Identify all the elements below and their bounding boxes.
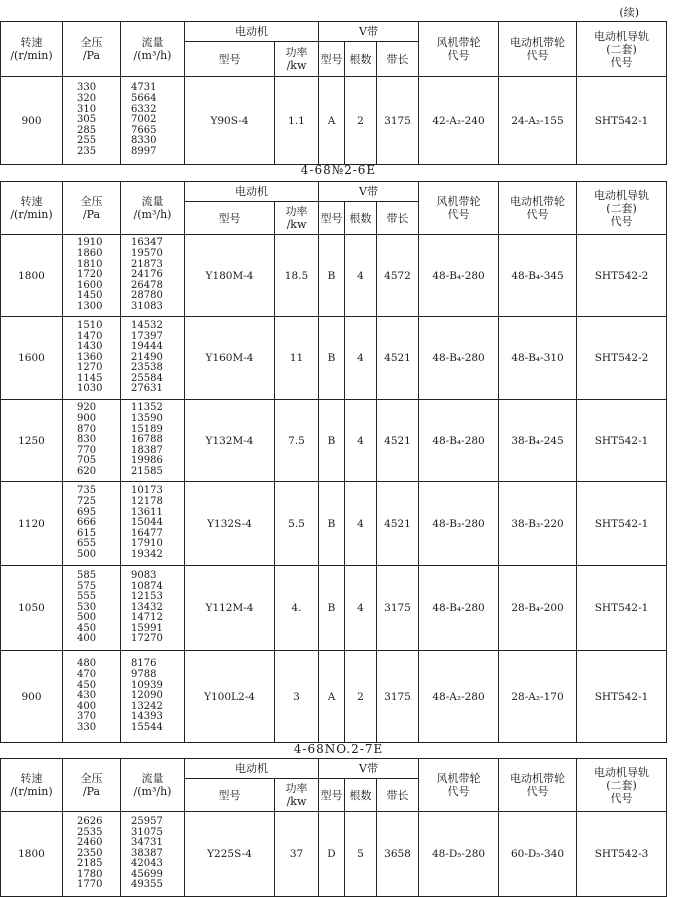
header-line: /(r/min)	[10, 785, 53, 798]
table-caption: 4-68№2-6E	[300, 163, 377, 177]
header-power	[275, 42, 319, 77]
header-line: 代号	[526, 785, 549, 798]
rail-cell: SHT542-3	[577, 812, 667, 897]
header-line: 电动机导轨	[594, 765, 650, 779]
speed-cell: 1800	[1, 812, 63, 897]
header-line: 功率	[285, 782, 308, 795]
header-fan-pulley	[419, 759, 499, 812]
motor-pulley-cell: 60-D₅-340	[499, 812, 577, 897]
header-line: /(m³/h)	[133, 785, 172, 798]
motor-pulley-cell: 48-B₄-310	[499, 317, 577, 400]
header-belt-model: 型号	[319, 202, 345, 235]
header-speed	[1, 22, 63, 77]
motor-pulley-cell: 24-A₂-155	[499, 77, 577, 165]
flow-cell: 16347 19570 21873 24176 26478 28780 31083	[121, 235, 185, 317]
header-line: 功率	[285, 205, 308, 218]
header-line: 流量	[141, 36, 164, 49]
spec-table	[0, 21, 667, 165]
header-motor: 电动机	[185, 22, 319, 42]
header-vbelt: V带	[319, 182, 419, 202]
table-row	[1, 400, 667, 482]
flow-cell: 11352 13590 15189 16788 18387 19986 21585	[121, 400, 185, 482]
header-line: 电动机带轮	[510, 195, 566, 208]
speed-cell: 900	[1, 77, 63, 165]
header-line: /kw	[286, 218, 307, 231]
header-belt-model: 型号	[319, 779, 345, 812]
flow-cell: 10173 12178 13611 15044 16477 17910 19342	[121, 482, 185, 566]
header-belt-count: 根数	[345, 42, 377, 77]
spec-table	[0, 758, 667, 897]
header-rail	[577, 22, 667, 77]
power-cell: 18.5	[275, 235, 319, 317]
motor-model-cell: Y90S-4	[185, 77, 275, 165]
belt-count-cell: 4	[345, 317, 377, 400]
header-belt-count: 根数	[345, 779, 377, 812]
header-line: 转速	[20, 772, 43, 785]
header-line: 电动机带轮	[510, 772, 566, 785]
header-motor-model: 型号	[185, 779, 275, 812]
motor-pulley-cell: 48-B₄-345	[499, 235, 577, 317]
header-belt-length: 带长	[377, 202, 419, 235]
header-line: 代号	[447, 49, 470, 62]
header-line: 电动机带轮	[510, 36, 566, 49]
fan-pulley-cell: 48-A₂-280	[419, 651, 499, 743]
belt-length-cell: 4521	[377, 317, 419, 400]
header-line: /(m³/h)	[133, 208, 172, 221]
belt-count-cell: 2	[345, 77, 377, 165]
belt-length-cell: 4521	[377, 482, 419, 566]
header-motor: 电动机	[185, 182, 319, 202]
header-line: (二套)	[606, 42, 637, 56]
motor-pulley-cell: 38-B₃-220	[499, 482, 577, 566]
header-line: 代号	[610, 791, 633, 805]
belt-length-cell: 4572	[377, 235, 419, 317]
belt-count-cell: 4	[345, 482, 377, 566]
fan-pulley-cell: 48-B₄-280	[419, 566, 499, 651]
header-line: 代号	[610, 55, 633, 69]
fan-pulley-cell: 48-B₄-280	[419, 400, 499, 482]
fan-pulley-cell: 48-B₄-280	[419, 235, 499, 317]
speed-cell: 1120	[1, 482, 63, 566]
rail-cell: SHT542-2	[577, 317, 667, 400]
motor-pulley-cell: 28-A₂-170	[499, 651, 577, 743]
header-fan-pulley	[419, 182, 499, 235]
header-line: 电动机导轨	[594, 29, 650, 43]
fan-pulley-cell: 48-B₃-280	[419, 482, 499, 566]
header-flow	[121, 182, 185, 235]
header-vbelt: V带	[319, 759, 419, 779]
header-line: 风机带轮	[436, 36, 481, 49]
header-flow	[121, 22, 185, 77]
rail-cell: SHT542-2	[577, 235, 667, 317]
flow-cell: 4731 5664 6332 7002 7665 8330 8997	[121, 77, 185, 165]
header-speed	[1, 759, 63, 812]
rail-cell: SHT542-1	[577, 400, 667, 482]
belt-length-cell: 3658	[377, 812, 419, 897]
header-line: 风机带轮	[436, 772, 481, 785]
belt-length-cell: 3175	[377, 651, 419, 743]
rail-cell: SHT542-1	[577, 566, 667, 651]
pressure-cell: 480 470 450 430 400 370 330	[63, 651, 121, 743]
power-cell: 37	[275, 812, 319, 897]
header-line: /(r/min)	[10, 208, 53, 221]
header-pressure	[63, 182, 121, 235]
header-belt-model: 型号	[319, 42, 345, 77]
motor-model-cell: Y160M-4	[185, 317, 275, 400]
header-line: /kw	[286, 59, 307, 72]
pressure-cell: 1510 1470 1430 1360 1270 1145 1030	[63, 317, 121, 400]
belt-model-cell: B	[319, 482, 345, 566]
header-line: 流量	[141, 195, 164, 208]
table-row	[1, 77, 667, 165]
header-pressure	[63, 22, 121, 77]
motor-model-cell: Y225S-4	[185, 812, 275, 897]
header-line: 代号	[526, 49, 549, 62]
table-row	[1, 812, 667, 897]
belt-model-cell: A	[319, 651, 345, 743]
speed-cell: 1600	[1, 317, 63, 400]
belt-count-cell: 4	[345, 235, 377, 317]
header-belt-count: 根数	[345, 202, 377, 235]
fan-pulley-cell: 48-B₄-280	[419, 317, 499, 400]
belt-count-cell: 4	[345, 566, 377, 651]
pressure-cell: 735 725 695 666 615 655 500	[63, 482, 121, 566]
motor-pulley-cell: 28-B₄-200	[499, 566, 577, 651]
header-line: 流量	[141, 772, 164, 785]
header-motor-pulley	[499, 182, 577, 235]
header-line: /Pa	[82, 208, 101, 221]
header-motor-model: 型号	[185, 202, 275, 235]
table-caption: 4-68NO.2-7E	[293, 742, 384, 756]
power-cell: 11	[275, 317, 319, 400]
speed-cell: 1800	[1, 235, 63, 317]
belt-length-cell: 3175	[377, 77, 419, 165]
motor-model-cell: Y132S-4	[185, 482, 275, 566]
fan-pulley-cell: 48-D₅-280	[419, 812, 499, 897]
header-vbelt: V带	[319, 22, 419, 42]
speed-cell: 900	[1, 651, 63, 743]
power-cell: 5.5	[275, 482, 319, 566]
header-line: 转速	[20, 195, 43, 208]
belt-model-cell: B	[319, 400, 345, 482]
motor-model-cell: Y180M-4	[185, 235, 275, 317]
header-belt-length: 带长	[377, 779, 419, 812]
power-cell: 7.5	[275, 400, 319, 482]
speed-cell: 1050	[1, 566, 63, 651]
header-line: /(r/min)	[10, 49, 53, 62]
motor-model-cell: Y132M-4	[185, 400, 275, 482]
pressure-cell: 330 320 310 305 285 255 235	[63, 77, 121, 165]
header-line: 代号	[526, 208, 549, 221]
rail-cell: SHT542-1	[577, 651, 667, 743]
header-line: /Pa	[82, 785, 101, 798]
belt-length-cell: 3175	[377, 566, 419, 651]
header-line: (二套)	[606, 201, 637, 215]
header-line: 转速	[20, 36, 43, 49]
pressure-cell: 1910 1860 1810 1720 1600 1450 1300	[63, 235, 121, 317]
header-power	[275, 202, 319, 235]
motor-model-cell: Y100L2-4	[185, 651, 275, 743]
power-cell: 1.1	[275, 77, 319, 165]
motor-model-cell: Y112M-4	[185, 566, 275, 651]
belt-count-cell: 5	[345, 812, 377, 897]
header-motor-pulley	[499, 22, 577, 77]
header-belt-length: 带长	[377, 42, 419, 77]
power-cell: 4.	[275, 566, 319, 651]
pressure-cell: 585 575 555 530 500 450 400	[63, 566, 121, 651]
header-line: 风机带轮	[436, 195, 481, 208]
header-line: (二套)	[606, 778, 637, 792]
header-rail	[577, 759, 667, 812]
continued-label: (续)	[619, 6, 639, 19]
header-line: 全压	[80, 195, 103, 208]
flow-cell: 25957 31075 34731 38387 42043 45699 49355	[121, 812, 185, 897]
header-line: 全压	[80, 772, 103, 785]
header-line: 代号	[447, 785, 470, 798]
table-row	[1, 317, 667, 400]
flow-cell: 8176 9788 10939 12090 13242 14393 15544	[121, 651, 185, 743]
header-motor-model: 型号	[185, 42, 275, 77]
belt-model-cell: B	[319, 235, 345, 317]
header-line: 代号	[610, 214, 633, 228]
belt-model-cell: A	[319, 77, 345, 165]
motor-pulley-cell: 38-B₄-245	[499, 400, 577, 482]
pressure-cell: 2626 2535 2460 2350 2185 1780 1770	[63, 812, 121, 897]
header-speed	[1, 182, 63, 235]
header-line: /(m³/h)	[133, 49, 172, 62]
header-line: 功率	[285, 46, 308, 59]
table-row	[1, 651, 667, 743]
power-cell: 3	[275, 651, 319, 743]
rail-cell: SHT542-1	[577, 77, 667, 165]
flow-cell: 14532 17397 19444 21490 23538 25584 27631	[121, 317, 185, 400]
belt-model-cell: B	[319, 566, 345, 651]
header-rail	[577, 182, 667, 235]
header-line: /Pa	[82, 49, 101, 62]
pressure-cell: 920 900 870 830 770 705 620	[63, 400, 121, 482]
rail-cell: SHT542-1	[577, 482, 667, 566]
header-motor-pulley	[499, 759, 577, 812]
fan-pulley-cell: 42-A₂-240	[419, 77, 499, 165]
header-line: /kw	[286, 795, 307, 808]
spec-table	[0, 181, 667, 743]
header-power	[275, 779, 319, 812]
table-row	[1, 566, 667, 651]
header-line: 电动机导轨	[594, 188, 650, 202]
table-row	[1, 482, 667, 566]
header-line: 代号	[447, 208, 470, 221]
speed-cell: 1250	[1, 400, 63, 482]
flow-cell: 9083 10874 12153 13432 14712 15991 17270	[121, 566, 185, 651]
belt-count-cell: 2	[345, 651, 377, 743]
belt-count-cell: 4	[345, 400, 377, 482]
belt-length-cell: 4521	[377, 400, 419, 482]
header-motor: 电动机	[185, 759, 319, 779]
belt-model-cell: B	[319, 317, 345, 400]
belt-model-cell: D	[319, 812, 345, 897]
header-fan-pulley	[419, 22, 499, 77]
header-line: 全压	[80, 36, 103, 49]
header-flow	[121, 759, 185, 812]
table-row	[1, 235, 667, 317]
header-pressure	[63, 759, 121, 812]
